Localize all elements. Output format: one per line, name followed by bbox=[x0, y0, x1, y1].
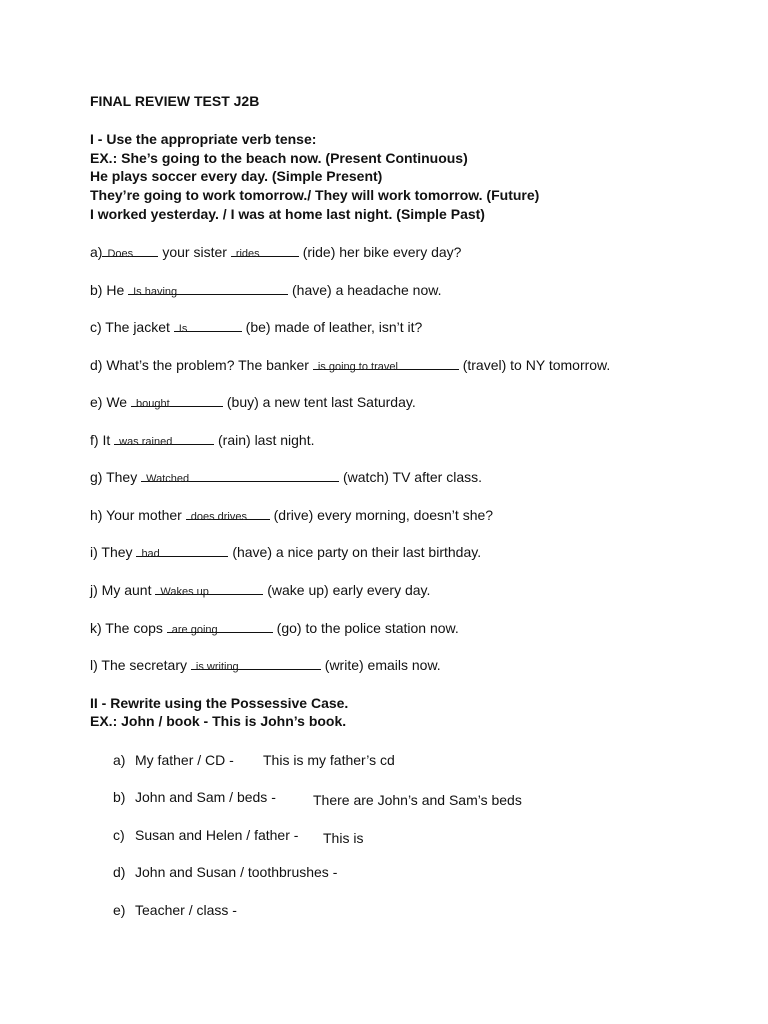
exercise-item-a bbox=[90, 243, 461, 262]
item-suffix: (have) a headache now. bbox=[288, 282, 442, 298]
item-prompt: John and Sam / beds - bbox=[135, 789, 276, 805]
section-2-heading: II - Rewrite using the Possessive Case. bbox=[90, 695, 349, 711]
answer-text: is writing bbox=[195, 661, 239, 673]
answer-blank[interactable] bbox=[313, 357, 459, 373]
page-title: FINAL REVIEW TEST J2B bbox=[90, 93, 260, 109]
example-line: I worked yesterday. / I was at home last night. (Simple Past) bbox=[90, 206, 485, 222]
answer-blank[interactable] bbox=[155, 582, 263, 598]
answer-text: Is having bbox=[133, 286, 178, 298]
item-prefix: g) They bbox=[90, 469, 142, 485]
answer-blank[interactable] bbox=[167, 620, 273, 636]
item-letter: b) bbox=[113, 789, 126, 805]
section-1-heading: I - Use the appropriate verb tense: bbox=[90, 131, 317, 147]
item-letter: c) bbox=[113, 827, 125, 843]
answer-blank[interactable] bbox=[114, 432, 214, 448]
item-suffix: (buy) a new tent last Saturday. bbox=[222, 394, 416, 410]
answer-text: are going bbox=[171, 624, 218, 636]
item-suffix: (be) made of leather, isn’t it? bbox=[241, 319, 423, 335]
exercise-item-g bbox=[90, 468, 482, 487]
item-text: your sister bbox=[158, 244, 231, 260]
item-prompt: My father / CD - bbox=[135, 752, 234, 768]
answer-text: Wakes up bbox=[160, 586, 209, 598]
answer-text: rides bbox=[235, 248, 260, 260]
example-line: EX.: She’s going to the beach now. (Present Continuous) bbox=[90, 150, 468, 166]
answer-blank[interactable] bbox=[141, 469, 339, 485]
item-prefix: f) It bbox=[90, 432, 115, 448]
answer-text: does drives bbox=[190, 511, 247, 523]
answer-blank[interactable] bbox=[231, 244, 299, 260]
item-prefix: j) My aunt bbox=[90, 582, 156, 598]
answer-blank[interactable] bbox=[128, 282, 288, 298]
answer-text: is going to travel bbox=[317, 361, 398, 373]
answer-text: Is bbox=[178, 323, 188, 335]
answer-text: bought bbox=[135, 398, 170, 410]
item-prefix: d) What’s the problem? The banker bbox=[90, 357, 313, 373]
answer-blank[interactable] bbox=[174, 319, 242, 335]
exercise-item-c bbox=[90, 318, 422, 337]
answer-text: had bbox=[141, 548, 160, 560]
item-letter: a) bbox=[113, 752, 126, 768]
item-suffix: (travel) to NY tomorrow. bbox=[458, 357, 611, 373]
item-prefix: i) They bbox=[90, 544, 137, 560]
written-answer[interactable]: This is bbox=[323, 830, 364, 846]
section-2-example: EX.: John / book - This is John’s book. bbox=[90, 713, 347, 729]
written-answer[interactable]: There are John’s and Sam’s beds bbox=[313, 792, 522, 808]
answer-text: Watched bbox=[146, 473, 190, 485]
item-suffix: (have) a nice party on their last birthday. bbox=[228, 544, 482, 560]
answer-blank[interactable] bbox=[102, 244, 158, 260]
exercise-item-i bbox=[90, 543, 481, 562]
exercise-item-d bbox=[90, 356, 610, 375]
exercise-item-f bbox=[90, 431, 315, 450]
exercise-item-h bbox=[90, 506, 493, 525]
item-prefix: c) The jacket bbox=[90, 319, 174, 335]
exercise-item-k bbox=[90, 619, 459, 638]
item-prompt: Susan and Helen / father - bbox=[135, 827, 299, 843]
answer-blank[interactable] bbox=[136, 544, 228, 560]
example-line: They’re going to work tomorrow./ They will work tomorrow. (Future) bbox=[90, 187, 540, 203]
exercise-item-j bbox=[90, 581, 430, 600]
item-suffix: (watch) TV after class. bbox=[339, 469, 483, 485]
item-suffix: (write) emails now. bbox=[320, 657, 441, 673]
exercise-item-b bbox=[90, 281, 441, 300]
item-suffix: (rain) last night. bbox=[214, 432, 315, 448]
answer-blank[interactable] bbox=[186, 507, 270, 523]
item-prefix: k) The cops bbox=[90, 620, 167, 636]
answer-blank[interactable] bbox=[191, 657, 321, 673]
item-suffix: (ride) her bike every day? bbox=[298, 244, 462, 260]
item-prefix: h) Your mother bbox=[90, 507, 186, 523]
item-prompt: Teacher / class - bbox=[135, 902, 237, 918]
item-suffix: (drive) every morning, doesn’t she? bbox=[269, 507, 494, 523]
item-letter: e) bbox=[113, 902, 126, 918]
item-prefix: b) He bbox=[90, 282, 129, 298]
exercise-item-e bbox=[90, 393, 416, 412]
answer-blank[interactable] bbox=[131, 394, 223, 410]
written-answer[interactable]: This is my father’s cd bbox=[263, 752, 395, 768]
item-prefix: a) bbox=[90, 244, 103, 260]
item-prefix: e) We bbox=[90, 394, 131, 410]
example-line: He plays soccer every day. (Simple Present) bbox=[90, 168, 383, 184]
item-prefix: l) The secretary bbox=[90, 657, 191, 673]
item-prompt: John and Susan / toothbrushes - bbox=[135, 864, 338, 880]
item-suffix: (wake up) early every day. bbox=[263, 582, 431, 598]
item-letter: d) bbox=[113, 864, 126, 880]
answer-text: was rained bbox=[119, 436, 173, 448]
exercise-item-l bbox=[90, 656, 441, 675]
answer-text: Does bbox=[107, 248, 134, 260]
item-suffix: (go) to the police station now. bbox=[272, 620, 459, 636]
